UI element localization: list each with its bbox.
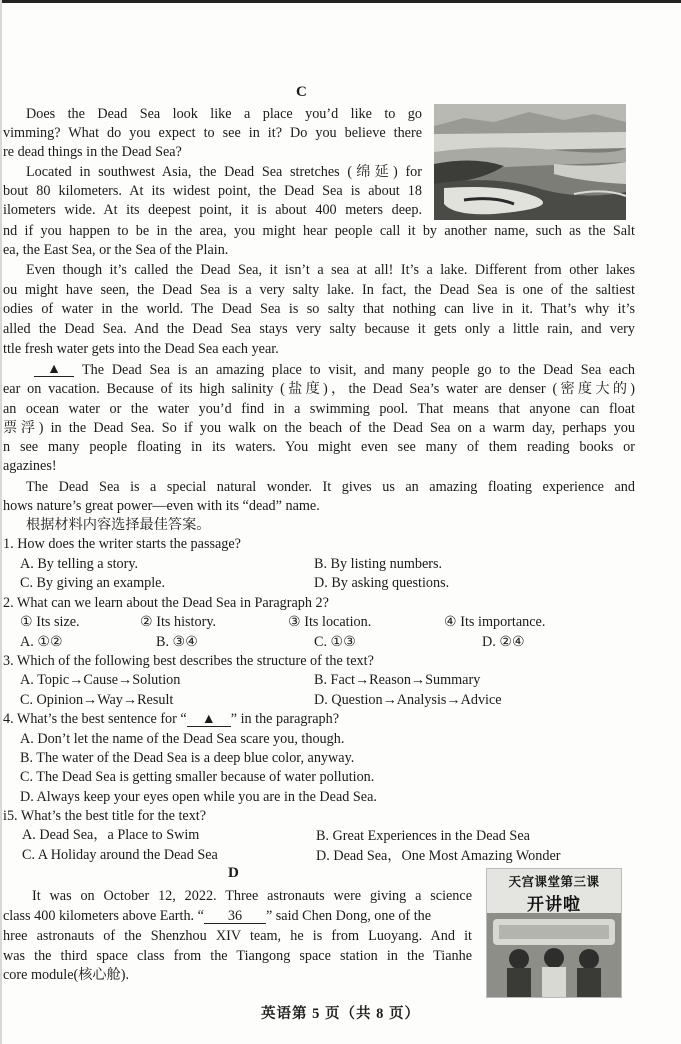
- page-left-edge: [0, 0, 2, 1044]
- blank-triangle: ▲: [34, 362, 74, 377]
- option-a[interactable]: A. ①②: [20, 634, 63, 650]
- paragraph-line: ear on vacation. Because of its high salinity (盐度)，the Dead Sea’s water are denser (密度大的): [3, 381, 635, 397]
- option-c[interactable]: C. ①③: [314, 634, 356, 650]
- page-top-edge: [0, 0, 681, 3]
- paragraph-text: ” said Chen Dong, one of the: [265, 908, 432, 924]
- option-d[interactable]: D. Always keep your eyes open while you are in the Dead Sea.: [20, 789, 377, 805]
- paragraph-line: vimming? What do you expect to see in it? Do you believe there: [3, 125, 422, 141]
- paragraph-line: n see many people floating in its waters. You might even see many of them reading books or: [3, 439, 635, 455]
- choice-item: ④ Its importance.: [444, 614, 546, 630]
- dead-sea-photo: [434, 104, 626, 220]
- paragraph-line: 票浮) in the Dead Sea. So if you walk on the beach of the Dead Sea on a warm day, perhaps you: [3, 420, 635, 436]
- option-b[interactable]: B. Fact→Reason→Summary: [314, 672, 481, 688]
- option-c[interactable]: C. A Holiday around the Dead Sea: [22, 847, 218, 863]
- paragraph-line: core module(核心舱).: [3, 967, 130, 983]
- question-stem: [3, 710, 339, 730]
- option-a[interactable]: A. Don’t let the name of the Dead Sea scare you, though.: [20, 731, 345, 747]
- option-a[interactable]: A. Topic→Cause→Solution: [20, 672, 181, 688]
- paragraph-line: ilometers wide. At its deepest point, it is about 400 meters deep.: [3, 202, 422, 218]
- option-a[interactable]: A. Dead Sea，a Place to Swim: [22, 827, 200, 843]
- question-stem: i5. What’s the best title for the text?: [3, 808, 207, 824]
- option-b[interactable]: B. ③④: [156, 634, 198, 650]
- question-stem-text: 4. What’s the best sentence for “: [3, 711, 187, 727]
- paragraph-line: ttle fresh water gets into the Dead Sea each year.: [3, 341, 279, 357]
- option-c[interactable]: C. Opinion→Way→Result: [20, 692, 174, 708]
- poster-subtitle: 开讲啦: [527, 895, 581, 915]
- option-a[interactable]: A. By telling a story.: [20, 556, 139, 572]
- choice-item: ① Its size.: [20, 614, 80, 630]
- paragraph-line: [3, 907, 472, 927]
- paragraph-line: hows nature’s great power—even with its “dead” name.: [3, 498, 320, 514]
- paragraph-line: alled the Dead Sea. And the Dead Sea stays very salty because it gets only a little rain, and very: [3, 321, 635, 337]
- poster-title: 天宫课堂第三课: [508, 874, 600, 889]
- blank-36: 36: [204, 909, 266, 924]
- blank-triangle: ▲: [187, 712, 231, 727]
- option-b[interactable]: B. The water of the Dead Sea is a deep blue color, anyway.: [20, 750, 355, 766]
- option-c[interactable]: C. The Dead Sea is getting smaller because of water pollution.: [20, 769, 375, 785]
- paragraph-line: was the third space class from the Tiangong space station in the Tianhe: [3, 948, 472, 964]
- paragraph-text: class 400 kilometers above Earth. “: [3, 908, 204, 924]
- question-stem-text: ” in the paragraph?: [230, 711, 340, 727]
- tiangong-class-poster: [486, 868, 622, 998]
- instruction-text: 根据材料内容选择最佳答案。: [26, 517, 211, 533]
- option-d[interactable]: D. ②④: [482, 634, 525, 650]
- option-d[interactable]: D. By asking questions.: [314, 575, 450, 591]
- paragraph-line: odies of water in the world. The Dead Sea is so salty that nothing can live in it. That’s why it’s: [3, 301, 635, 317]
- paragraph-line: re dead things in the Dead Sea?: [3, 144, 182, 160]
- choice-item: ③ Its location.: [288, 614, 372, 630]
- section-d-heading: D: [228, 865, 239, 881]
- option-d[interactable]: D. Dead Sea，One Most Amazing Wonder: [316, 848, 561, 864]
- paragraph-line: Even though it’s called the Dead Sea, it isn’t a sea at all! It’s a lake. Different from other lakes: [26, 262, 635, 278]
- blank-marker: [34, 360, 74, 380]
- paragraph-line: Located in southwest Asia, the Dead Sea stretches (绵延) for: [26, 164, 422, 180]
- paragraph-line: The Dead Sea is a special natural wonder. It gives us an amazing floating experience and: [26, 479, 635, 495]
- paragraph-line: The Dead Sea is an amazing place to visit, and many people go to the Dead Sea each: [82, 362, 635, 378]
- page-footer: 英语第 5 页（共 8 页）: [261, 1006, 420, 1022]
- paragraph-line: ou might have seen, the Dead Sea is a very salty lake. In fact, the Dead Sea is one of the saltiest: [3, 282, 635, 298]
- paragraph-line: agazines!: [3, 458, 57, 474]
- paragraph-line: nd if you happen to be in the area, you might hear people call it by another name, such as the Salt: [3, 223, 635, 239]
- option-c[interactable]: C. By giving an example.: [20, 575, 166, 591]
- paragraph-line: It was on October 12, 2022. Three astronauts were giving a science: [32, 888, 472, 904]
- question-stem: 2. What can we learn about the Dead Sea in Paragraph 2?: [3, 595, 329, 611]
- option-b[interactable]: B. Great Experiences in the Dead Sea: [316, 828, 530, 844]
- section-c-heading: C: [296, 84, 307, 100]
- question-stem: 3. Which of the following best describes the structure of the text?: [3, 653, 374, 669]
- paragraph-line: ea, the East Sea, or the Sea of the Plain.: [3, 242, 229, 258]
- paragraph-line: bout 80 kilometers. At its widest point, the Dead Sea is about 18: [3, 183, 422, 199]
- option-b[interactable]: B. By listing numbers.: [314, 556, 443, 572]
- option-d[interactable]: D. Question→Analysis→Advice: [314, 692, 502, 708]
- paragraph-line: hree astronauts of the Shenzhou XIV team, he is from Luoyang. And it: [3, 928, 472, 944]
- paragraph-line: an ocean water or the water you’d find in a swimming pool. That means that anyone can float: [3, 401, 635, 417]
- question-stem: 1. How does the writer starts the passage?: [3, 536, 241, 552]
- choice-item: ② Its history.: [140, 614, 217, 630]
- paragraph-line: Does the Dead Sea look like a place you’d like to go: [26, 106, 422, 122]
